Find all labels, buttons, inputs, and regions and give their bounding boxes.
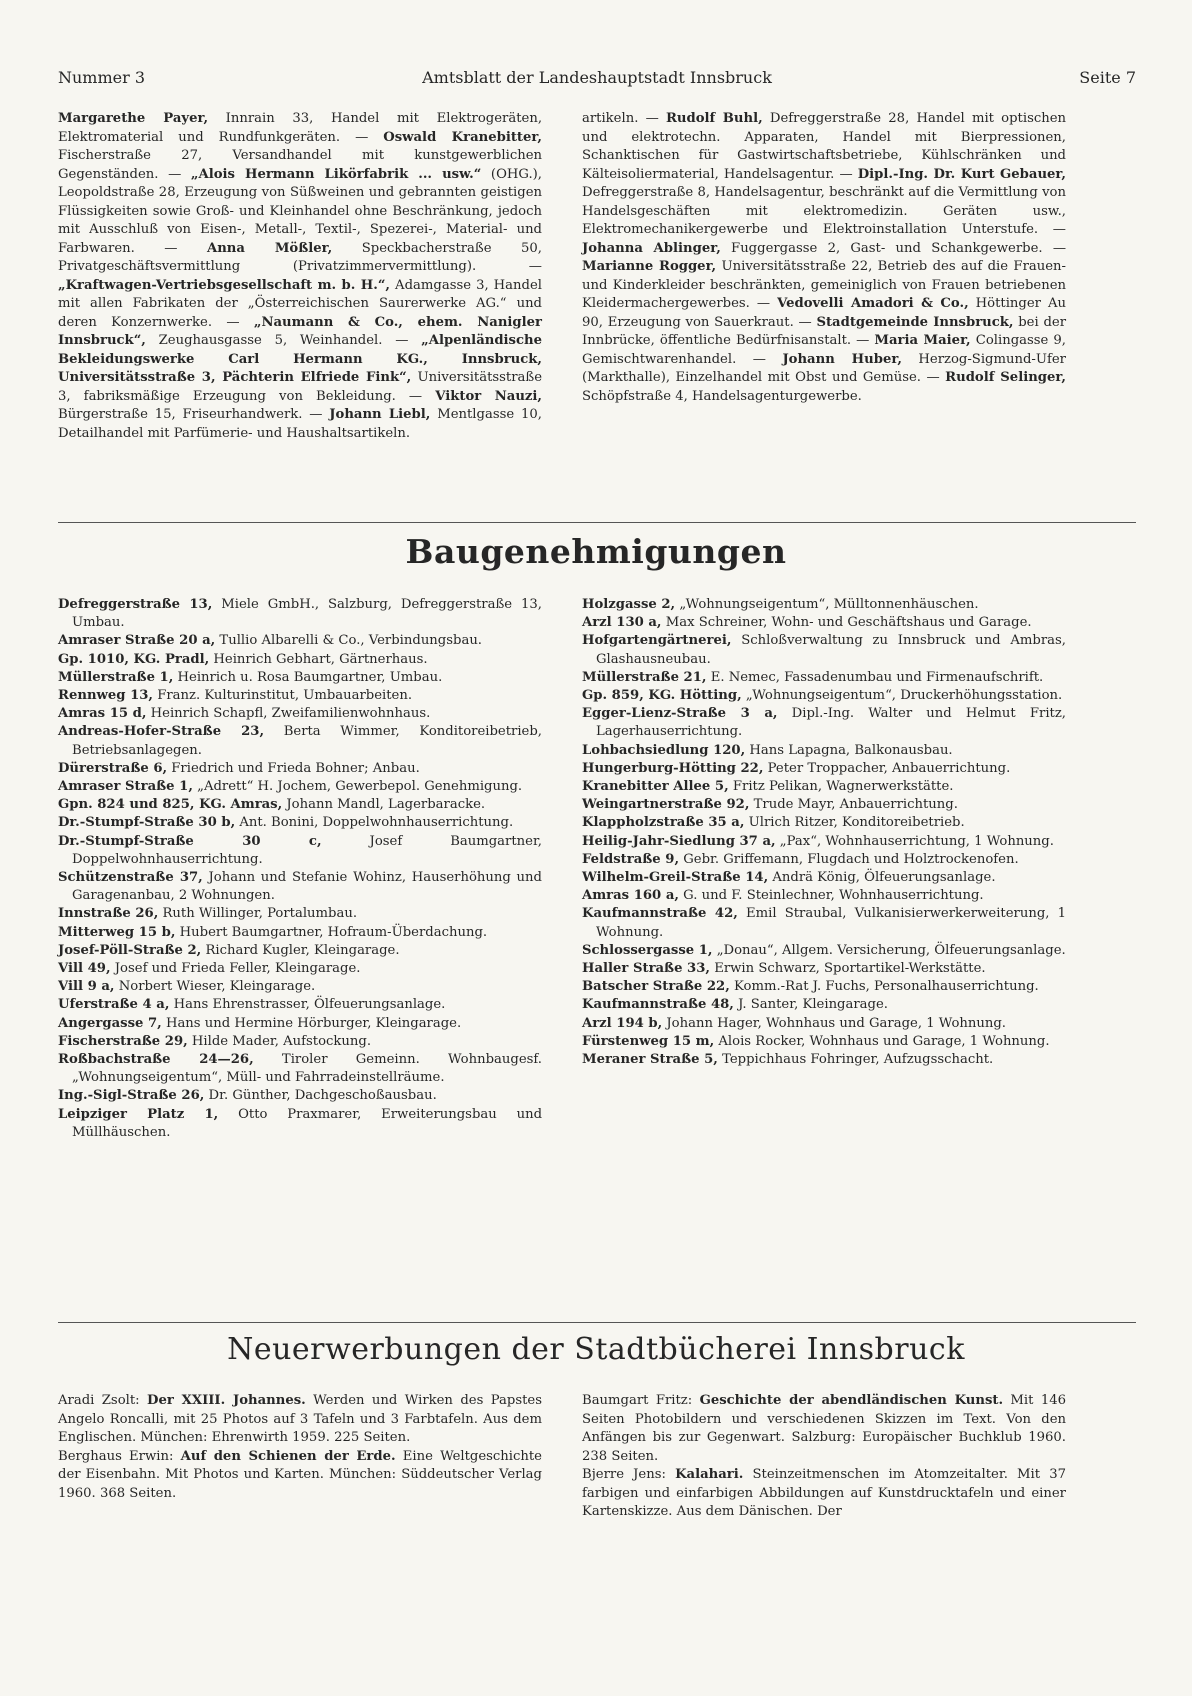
entry-text: Mentlgasse 10, Detailhandel mit Parfümerie- und Haushaltsartikeln.	[58, 407, 542, 441]
book-entry	[582, 1392, 1066, 1466]
entry-name: Ing.-Sigl-Straße 26,	[58, 1088, 205, 1104]
entry-name: Uferstraße 4 a,	[58, 997, 170, 1013]
entry-text: Adamgasse 3, Handel mit allen Fabrikaten der „Österreichischen Saurerwerke AG.“ und deren Konzernwerke. —	[58, 277, 542, 330]
permit-entry	[58, 669, 542, 687]
entry-text: Friedrich und Frieda Bohner; Anbau.	[167, 760, 420, 776]
entry-text: Ruth Willinger, Portalumbau.	[158, 906, 358, 922]
section-divider	[58, 522, 1136, 523]
book-entry	[582, 1466, 1066, 1522]
permit-entry	[582, 596, 1066, 614]
entry-name: Müllerstraße 1,	[58, 669, 174, 685]
entry-text: Fritz Pelikan, Wagnerwerkstätte.	[728, 779, 954, 795]
entry-name: Holzgasse 2,	[582, 597, 676, 612]
entry-name: Roßbachstraße 24—26,	[58, 1052, 254, 1068]
entry-text: Defreggerstraße 8, Handelsagentur, beschränkt auf die Vermittlung von Handelsgeschäften mit elektromedizin. Geräten usw., Elektromechanikergewerbe und Elektroinstallation Unterstufe. —	[582, 185, 1066, 237]
entry-name: „Naumann & Co., ehem. Nanigler Innsbruck“,	[58, 314, 542, 348]
entry-text: Speckbacherstraße 50, Privatgeschäftsvermittlung (Privatzimmervermittlung). —	[58, 240, 542, 274]
book-author: Aradi Zsolt:	[58, 1393, 148, 1408]
entry-text: Erwin Schwarz, Sportartikel-Werkstätte.	[710, 961, 986, 977]
permit-entry	[58, 1033, 542, 1051]
entry-name: Amraser Straße 1,	[58, 779, 193, 795]
entry-name: Vedovelli Amadori & Co.,	[777, 296, 969, 311]
permit-entry	[582, 996, 1066, 1014]
entry-name: Marianne Rogger,	[582, 259, 717, 274]
page-number: Seite 7	[1079, 68, 1136, 87]
entry-text: J. Santer, Kleingarage.	[733, 997, 888, 1013]
permit-entry	[58, 596, 542, 632]
entry-name: Dr.-Stumpf-Straße 30 c,	[58, 833, 322, 849]
permit-entry	[582, 960, 1066, 978]
entry-text: Fischerstraße 27, Versandhandel mit kunstgewerblichen Gegenständen. —	[58, 148, 542, 182]
permit-entry	[58, 687, 542, 705]
text-paragraph	[58, 110, 542, 443]
entry-text: Colingasse 9, Gemischtwarenhandel. —	[582, 333, 1066, 367]
entry-name: Amraser Straße 20 a,	[58, 633, 216, 649]
permit-entry	[58, 1087, 542, 1105]
entry-name: Oswald Kranebitter,	[383, 129, 542, 145]
entry-name: Arzl 194 b,	[582, 1015, 663, 1031]
permit-entry	[582, 632, 1066, 668]
book-entry	[58, 1392, 542, 1448]
entry-name: Johanna Ablinger,	[582, 240, 721, 256]
entry-name: Defreggerstraße 13,	[58, 597, 213, 612]
permit-entry	[58, 778, 542, 796]
entry-name: Kaufmannstraße 42,	[582, 906, 738, 922]
entry-text: Otto Praxmarer, Erweiterungsbau und Müllhäuschen.	[72, 1106, 543, 1140]
entry-text: Heinrich Gebhart, Gärtnerhaus.	[209, 651, 428, 667]
permit-entry	[582, 1051, 1066, 1069]
entry-text: „Donau“, Allgem. Versicherung, Ölfeuerungsanlage.	[712, 942, 1066, 958]
entry-name: Rudolf Buhl,	[665, 111, 763, 126]
entry-text: Johann Hager, Wohnhaus und Garage, 1 Wohnung.	[662, 1015, 1006, 1031]
book-title: Kalahari.	[675, 1467, 744, 1482]
permit-entry	[58, 632, 542, 650]
permit-entry	[58, 1015, 542, 1033]
entry-name: Müllerstraße 21,	[582, 669, 707, 685]
permit-entry	[582, 1033, 1066, 1051]
permit-entry	[582, 851, 1066, 869]
entry-name: Margarethe Payer,	[58, 111, 209, 126]
entry-name: Heilig-Jahr-Siedlung 37 a,	[582, 833, 776, 849]
entry-text: Hans Lapagna, Balkonausbau.	[745, 742, 953, 758]
entry-text: Berta Wimmer, Konditoreibetrieb, Betriebsanlagegen.	[72, 724, 542, 758]
entry-text: Hubert Baumgartner, Hofraum-Überdachung.	[175, 924, 488, 940]
publication-title: Amtsblatt der Landeshauptstadt Innsbruck	[422, 68, 772, 87]
entry-text: Mit 146 Seiten Photobildern und verschiedenen Skizzen im Text. Von den Anfängen bis zur Gegenwart. Salzburg: Europäischer Buchklub 1960. 238 Seiten.	[582, 1393, 1066, 1464]
entry-text: Eine Weltgeschichte der Eisenbahn. Mit Photos und Karten. München: Süddeutscher Verlag 1960. 368 Seiten.	[58, 1448, 542, 1501]
entry-text: „Wohnungseigentum“, Druckerhöhungsstation.	[741, 688, 1063, 704]
entry-name: Egger-Lienz-Straße 3 a,	[582, 706, 778, 722]
entry-text: Dr. Günther, Dachgeschoßausbau.	[204, 1088, 437, 1104]
entry-text: Zeughausgasse 5, Weinhandel. —	[145, 333, 422, 348]
trade-register-column-left	[58, 110, 542, 443]
entry-name: Josef-Pöll-Straße 2,	[58, 942, 202, 958]
entry-text: Universitätsstraße 22, Betrieb des auf die Frauen- und Kinderkleider beschränkten, gemeiniglich von Frauen betriebenen Kleidermachergewerbes. —	[582, 259, 1067, 311]
permit-entry	[582, 778, 1066, 796]
entry-text: Norbert Wieser, Kleingarage.	[114, 979, 316, 995]
entry-name: Dipl.-Ing. Dr. Kurt Gebauer,	[857, 166, 1066, 182]
entry-text: Herzog-Sigmund-Ufer (Markthalle), Einzelhandel mit Obst und Gemüse. —	[582, 351, 1066, 385]
section-divider	[58, 1322, 1136, 1323]
entry-name: Anna Mößler,	[206, 240, 333, 256]
entry-text: „Wohnungseigentum“, Mülltonnenhäuschen.	[675, 597, 979, 612]
entry-name: „Alpenländische Bekleidungswerke Carl Hermann KG., Innsbruck, Universitätsstraße 3, Pächterin Elfriede Fink“,	[58, 333, 542, 385]
permit-entry	[582, 796, 1066, 814]
library-books-column-left	[58, 1392, 542, 1503]
entry-text: Josef Baumgartner, Doppelwohnhauserrichtung.	[72, 833, 542, 867]
entry-text: Komm.-Rat J. Fuchs, Personalhauserrichtung.	[729, 979, 1039, 995]
entry-name: Lohbachsiedlung 120,	[582, 742, 746, 758]
entry-name: Wilhelm-Greil-Straße 14,	[582, 870, 769, 886]
entry-text: Peter Troppacher, Anbauerrichtung.	[763, 760, 1011, 776]
entry-text: Tiroler Gemeinn. Wohnbaugesf. „Wohnungseigentum“, Müll- und Fahrradeinstellräume.	[72, 1052, 542, 1086]
book-title: Auf den Schienen der Erde.	[180, 1448, 396, 1464]
entry-name: Vill 49,	[58, 961, 111, 977]
entry-name: Dr.-Stumpf-Straße 30 b,	[58, 815, 236, 831]
entry-text: artikeln. —	[582, 111, 666, 126]
entry-text: Alois Rocker, Wohnhaus und Garage, 1 Wohnung.	[714, 1033, 1050, 1049]
entry-name: Vill 9 a,	[58, 979, 115, 995]
book-author: Baumgart Fritz:	[582, 1393, 700, 1408]
permit-entry	[58, 760, 542, 778]
book-title: Geschichte der abendländischen Kunst.	[699, 1393, 1004, 1408]
entry-text: Innrain 33, Handel mit Elektrogeräten, Elektromaterial und Rundfunkgeräten. —	[58, 111, 543, 145]
entry-text: Werden und Wirken des Papstes Angelo Roncalli, mit 25 Photos auf 3 Tafeln und 3 Farbtafeln. Aus dem Englischen. München: Ehrenwirth 1959. 225 Seiten.	[58, 1393, 542, 1445]
trade-register-column-right	[582, 110, 1066, 406]
entry-name: Leipziger Platz 1,	[58, 1106, 219, 1122]
entry-name: Rennweg 13,	[58, 688, 154, 704]
permit-entry	[58, 869, 542, 905]
entry-name: Weingartnerstraße 92,	[582, 797, 750, 813]
entry-text: Bürgerstraße 15, Friseurhandwerk. —	[58, 407, 330, 422]
entry-name: Dürerstraße 6,	[58, 760, 168, 776]
entry-text: Gebr. Griffemann, Flugdach und Holztrockenofen.	[679, 851, 1019, 867]
entry-name: Schlossergasse 1,	[582, 942, 713, 958]
permit-entry	[58, 905, 542, 923]
entry-name: Haller Straße 33,	[582, 961, 711, 977]
entry-text: Teppichhaus Fohringer, Aufzugsschacht.	[717, 1052, 994, 1068]
permit-entry	[582, 760, 1066, 778]
permit-entry	[582, 814, 1066, 832]
entry-name: Gpn. 824 und 825, KG. Amras,	[58, 797, 283, 813]
entry-text: „Adrett“ H. Jochem, Gewerbepol. Genehmigung.	[192, 779, 523, 795]
permit-entry	[58, 996, 542, 1014]
library-books-column-right	[582, 1392, 1066, 1522]
entry-text: Fuggergasse 2, Gast- und Schankgewerbe. —	[720, 240, 1067, 256]
entry-text: Hilde Mader, Aufstockung.	[187, 1033, 372, 1049]
text-paragraph	[582, 110, 1066, 406]
entry-name: Gp. 859, KG. Hötting,	[582, 688, 742, 704]
permit-entry	[582, 687, 1066, 705]
entry-text: „Pax“, Wohnhauserrichtung, 1 Wohnung.	[775, 833, 1054, 849]
entry-name: Andreas-Hofer-Straße 23,	[58, 724, 265, 740]
entry-name: Gp. 1010, KG. Pradl,	[58, 651, 210, 667]
building-permits-column-right	[582, 596, 1066, 1069]
book-author: Bjerre Jens:	[582, 1467, 676, 1482]
permit-entry	[582, 705, 1066, 741]
permit-entry	[58, 1106, 542, 1142]
entry-name: Innstraße 26,	[58, 906, 159, 922]
entry-name: Arzl 130 a,	[582, 615, 662, 631]
entry-name: Batscher Straße 22,	[582, 979, 730, 995]
permit-entry	[58, 1051, 542, 1087]
entry-text: Dipl.-Ing. Walter und Helmut Fritz, Lagerhauserrichtung.	[596, 706, 1066, 740]
entry-text: Franz. Kulturinstitut, Umbauarbeiten.	[153, 688, 413, 704]
entry-text: Richard Kugler, Kleingarage.	[201, 942, 400, 958]
entry-name: Angergasse 7,	[58, 1015, 162, 1031]
permit-entry	[582, 905, 1066, 941]
permit-entry	[582, 833, 1066, 851]
entry-text: Höttinger Au 90, Erzeugung von Sauerkraut. —	[582, 296, 1066, 330]
permit-entry	[58, 796, 542, 814]
entry-name: „Alois Hermann Likörfabrik ... usw.“	[190, 166, 482, 182]
entry-name: Johann Huber,	[782, 351, 902, 367]
entry-name: Maria Maier,	[874, 333, 971, 348]
entry-text: Schöpfstraße 4, Handelsagenturgewerbe.	[582, 388, 862, 404]
entry-name: Klappholzstraße 35 a,	[582, 815, 745, 831]
entry-name: Amras 160 a,	[582, 888, 679, 904]
entry-text: Heinrich u. Rosa Baumgartner, Umbau.	[173, 669, 443, 685]
permit-entry	[582, 669, 1066, 687]
entry-text: Trude Mayr, Anbauerrichtung.	[749, 797, 958, 813]
permit-entry	[58, 833, 542, 869]
permit-entry	[582, 942, 1066, 960]
entry-text: E. Nemec, Fassadenumbau und Firmenaufschrift.	[706, 669, 1044, 685]
entry-name: „Kraftwagen-Vertriebsgesellschaft m. b. H.“,	[58, 277, 391, 293]
permit-entry	[58, 978, 542, 996]
permit-entry	[582, 614, 1066, 632]
permit-entry	[58, 942, 542, 960]
book-title: Der XXIII. Johannes.	[147, 1393, 306, 1408]
entry-name: Fischerstraße 29,	[58, 1033, 188, 1049]
entry-name: Rudolf Selinger,	[945, 370, 1066, 385]
entry-text: Universitätsstraße 3, fabriksmäßige Erzeugung von Bekleidung. —	[58, 370, 542, 404]
page-header	[58, 68, 1136, 92]
permit-entry	[58, 960, 542, 978]
entry-text: Hans und Hermine Hörburger, Kleingarage.	[161, 1015, 462, 1031]
entry-text: Ant. Bonini, Doppelwohnhauserrichtung.	[235, 815, 514, 831]
entry-name: Mitterweg 15 b,	[58, 924, 176, 940]
entry-name: Schützenstraße 37,	[58, 870, 203, 886]
entry-text: bei der Innbrücke, öffentliche Bedürfnisanstalt. —	[582, 314, 1066, 348]
issue-number: Nummer 3	[58, 68, 146, 87]
entry-text: G. und F. Steinlechner, Wohnhauserrichtung.	[678, 888, 984, 904]
section-title-building-permits: Baugenehmigungen	[405, 532, 787, 571]
entry-text: Emil Straubal, Vulkanisierwerkerweiterung, 1 Wohnung.	[596, 906, 1066, 940]
entry-text: Schloßverwaltung zu Innsbruck und Ambras, Glashausneubau.	[596, 633, 1066, 667]
entry-text: Defreggerstraße 28, Handel mit optischen und elektrotechn. Apparaten, Handel mit Bierpressionen, Schanktischen für Gastwirtschaftsbetriebe, Kühlschränken und Kälteisoliermaterial, Handelsagentur. —	[582, 111, 1067, 182]
building-permits-column-left	[58, 596, 542, 1142]
entry-text: Ulrich Ritzer, Konditoreibetrieb.	[744, 815, 965, 831]
entry-text: Tullio Albarelli & Co., Verbindungsbau.	[215, 633, 483, 649]
entry-text: Josef und Frieda Feller, Kleingarage.	[110, 961, 361, 977]
entry-text: Johann Mandl, Lagerbaracke.	[282, 797, 486, 813]
permit-entry	[58, 651, 542, 669]
permit-entry	[582, 887, 1066, 905]
entry-name: Hofgartengärtnerei,	[582, 633, 732, 649]
entry-text: Johann und Stefanie Wohinz, Hauserhöhung und Garagenanbau, 2 Wohnungen.	[72, 870, 542, 904]
section-title-library-acquisitions: Neuerwerbungen der Stadtbücherei Innsbruck	[227, 1332, 965, 1367]
permit-entry	[58, 814, 542, 832]
entry-name: Feldstraße 9,	[582, 851, 680, 867]
book-author: Berghaus Erwin:	[58, 1448, 181, 1464]
entry-name: Kranebitter Allee 5,	[582, 779, 729, 795]
entry-text: Steinzeitmenschen im Atomzeitalter. Mit 37 farbigen und einfarbigen Abbildungen auf Kunstdrucktafeln und einer Kartenskizze. Aus dem Dänischen. Der	[582, 1467, 1066, 1519]
permit-entry	[58, 924, 542, 942]
permit-entry	[58, 705, 542, 723]
book-entry	[58, 1448, 542, 1504]
entry-text: Andrä König, Ölfeuerungsanlage.	[768, 870, 996, 886]
entry-text: Heinrich Schapfl, Zweifamilienwohnhaus.	[146, 706, 431, 722]
entry-name: Stadtgemeinde Innsbruck,	[816, 314, 1014, 330]
entry-text: Max Schreiner, Wohn- und Geschäftshaus und Garage.	[661, 615, 1032, 631]
permit-entry	[58, 723, 542, 759]
entry-text: Miele GmbH., Salzburg, Defreggerstraße 13, Umbau.	[72, 597, 542, 631]
entry-text: (OHG.), Leopoldstraße 28, Erzeugung von Süßweinen und gebrannten geistigen Flüssigkeiten sowie Groß- und Kleinhandel ohne Beschränkung, jedoch mit Ausschluß von Eisen-, Metall-, Textil-, Spezerei-, Material- und Farbwaren. —	[58, 166, 542, 256]
entry-name: Johann Liebl,	[329, 407, 431, 422]
permit-entry	[582, 1015, 1066, 1033]
entry-text: Hans Ehrenstrasser, Ölfeuerungsanlage.	[169, 997, 446, 1013]
entry-name: Amras 15 d,	[58, 706, 147, 722]
permit-entry	[582, 978, 1066, 996]
entry-name: Kaufmannstraße 48,	[582, 997, 734, 1013]
entry-name: Hungerburg-Hötting 22,	[582, 760, 764, 776]
entry-name: Viktor Nauzi,	[435, 388, 542, 404]
permit-entry	[582, 869, 1066, 887]
permit-entry	[582, 742, 1066, 760]
entry-name: Meraner Straße 5,	[582, 1052, 718, 1068]
entry-name: Fürstenweg 15 m,	[582, 1033, 715, 1049]
